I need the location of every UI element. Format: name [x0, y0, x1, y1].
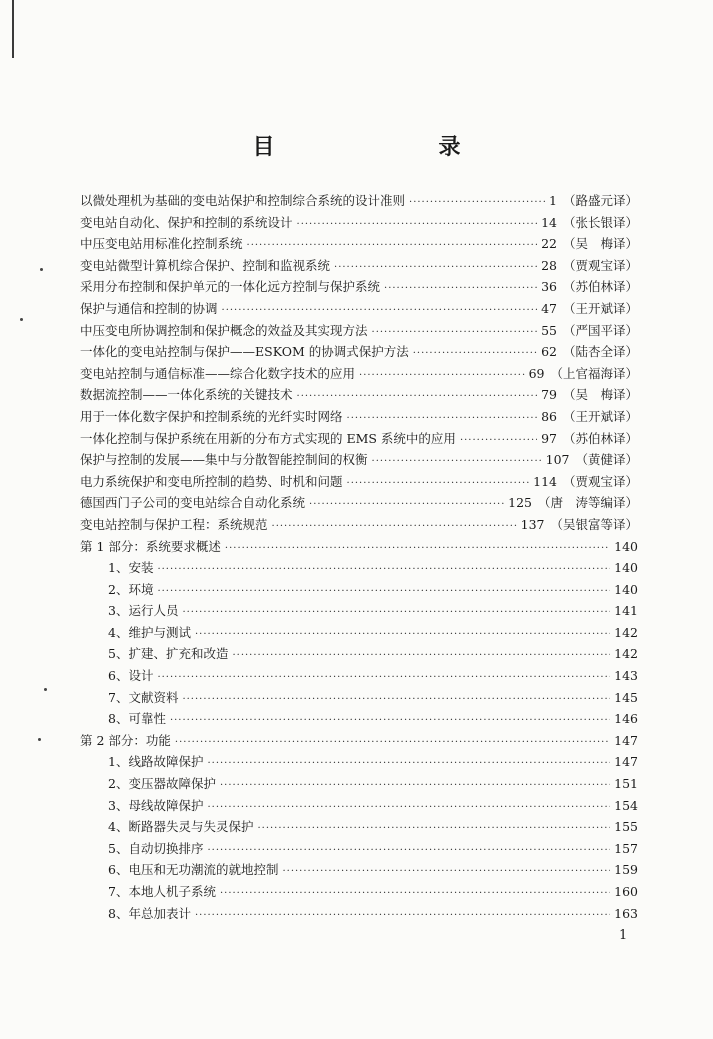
toc-page-number: 47	[541, 300, 557, 316]
toc-entry-title: 变电站控制与保护工程：系统规范	[80, 516, 268, 532]
page-number: 1	[619, 928, 628, 943]
toc-page-number: 147	[614, 754, 638, 770]
toc-page-number: 160	[614, 884, 638, 899]
toc-entry[interactable]	[80, 492, 638, 514]
toc-entry-title: 电力系统保护和变电所控制的趋势、时机和问题	[80, 473, 343, 489]
toc-page-number: 36	[541, 279, 557, 295]
toc-page-number: 107	[545, 452, 570, 468]
toc-entry[interactable]	[80, 751, 638, 773]
toc-translator: （贾观宝译）	[562, 257, 638, 273]
toc-translator: （吴 梅译）	[562, 387, 638, 403]
toc-page-number: 146	[614, 711, 638, 727]
toc-leader-dots	[232, 645, 610, 667]
toc-page-number: 86	[541, 408, 557, 424]
toc-leader-dots	[257, 818, 610, 840]
toc-leader-dots	[247, 235, 538, 257]
toc-entry-title: 7、文献资料	[108, 689, 179, 705]
toc-page-number: 147	[614, 732, 638, 748]
toc-leader-dots	[222, 300, 538, 322]
toc-entry[interactable]	[80, 665, 638, 687]
toc-page-number: 55	[541, 322, 557, 338]
scan-speck	[40, 268, 43, 271]
toc-leader-dots	[272, 516, 517, 538]
toc-entry-title: 数据流控制——一体化系统的关键技术	[80, 387, 293, 403]
toc-translator: （上官福海译）	[550, 365, 638, 381]
toc-entry-title: 中压变电所协调控制和保护概念的效益及其实现方法	[80, 322, 368, 338]
toc-page-number: 62	[541, 344, 557, 360]
toc-leader-dots	[207, 797, 610, 819]
toc-translator: （吴银富等译）	[550, 516, 638, 532]
toc-leader-dots	[460, 430, 537, 452]
toc-page-number: 143	[614, 668, 638, 684]
scan-edge-line	[12, 0, 14, 58]
toc-leader-dots	[175, 732, 610, 754]
scan-speck	[38, 738, 41, 741]
toc-entry[interactable]	[80, 643, 638, 665]
toc-entry[interactable]	[80, 190, 638, 212]
toc-entry[interactable]	[80, 600, 638, 622]
toc-leader-dots	[157, 559, 610, 581]
toc-translator: （王开斌译）	[562, 408, 638, 424]
toc-entry-title: 5、自动切换排序	[108, 840, 204, 856]
toc-translator: （贾观宝译）	[562, 473, 638, 489]
toc-entry[interactable]	[80, 212, 638, 234]
toc-entry[interactable]	[80, 773, 638, 795]
toc-entry[interactable]	[80, 428, 638, 450]
toc-page-number: 142	[614, 646, 638, 662]
toc-leader-dots	[157, 581, 610, 603]
toc-entry[interactable]	[80, 579, 638, 601]
toc-translator: （吴 梅译）	[562, 236, 638, 252]
toc-entry[interactable]	[80, 514, 638, 536]
toc-page-number: 145	[614, 689, 638, 705]
toc-entry[interactable]	[80, 708, 638, 730]
toc-page-number: 140	[614, 581, 638, 597]
toc-page-number: 159	[614, 862, 638, 878]
toc-entry-title: 保护与通信和控制的协调	[80, 300, 218, 316]
toc-entry-title: 第 2 部分：功能	[80, 732, 171, 748]
toc-leader-dots	[297, 386, 538, 408]
toc-entry-title: 1、线路故障保护	[108, 754, 204, 770]
toc-translator: （苏伯林译）	[562, 430, 638, 446]
toc-entry[interactable]	[80, 859, 638, 881]
toc-leader-dots	[207, 840, 610, 862]
toc-leader-dots	[207, 753, 610, 775]
toc-entry-title: 一体化的变电站控制与保护——ESKOM 的协调式保护方法	[80, 344, 409, 360]
toc-entry-title: 一体化控制与保护系统在用新的分布方式实现的 EMS 系统中的应用	[80, 430, 456, 446]
toc-entry[interactable]	[80, 384, 638, 406]
toc-entry[interactable]	[80, 881, 638, 903]
toc-page-number: 163	[614, 905, 638, 921]
toc-entry-title: 4、断路器失灵与失灵保护	[108, 819, 254, 835]
toc-leader-dots	[182, 689, 610, 711]
toc-entry[interactable]	[80, 233, 638, 255]
toc-entry[interactable]	[80, 298, 638, 320]
toc-entry-title: 用于一体化数字保护和控制系统的光纤实时网络	[80, 408, 343, 424]
toc-translator: （苏伯林译）	[562, 279, 638, 295]
toc-entry[interactable]	[80, 687, 638, 709]
toc-leader-dots	[384, 278, 537, 300]
toc-entry-title: 采用分布控制和保护单元的一体化远方控制与保护系统	[80, 279, 381, 295]
toc-entry-title: 4、维护与测试	[108, 624, 191, 640]
toc-leader-dots	[195, 905, 610, 927]
toc-entry-title: 德国西门子公司的变电站综合自动化系统	[80, 495, 306, 511]
toc-entry[interactable]	[80, 838, 638, 860]
toc-page-number: 141	[614, 603, 638, 619]
toc-page-number: 157	[614, 840, 638, 856]
toc-leader-dots	[225, 538, 610, 560]
toc-page-number: 114	[533, 473, 557, 489]
toc-entry-title: 中压变电站用标准化控制系统	[80, 236, 243, 252]
toc-leader-dots	[372, 322, 538, 344]
toc-page-number: 125	[508, 495, 532, 511]
toc-leader-dots	[195, 624, 610, 646]
toc-translator: （唐 涛等编译）	[537, 495, 638, 511]
toc-leader-dots	[347, 473, 530, 495]
toc-leader-dots	[413, 343, 537, 365]
toc-entry[interactable]	[80, 276, 638, 298]
table-of-contents	[80, 190, 638, 924]
toc-page-number: 22	[541, 236, 557, 252]
toc-translator: （严国平译）	[562, 322, 638, 338]
toc-translator: （陆杏全译）	[562, 344, 638, 360]
toc-entry-title: 6、电压和无功潮流的就地控制	[108, 862, 279, 878]
toc-page-number: 140	[614, 538, 638, 554]
toc-leader-dots	[297, 214, 538, 236]
toc-translator: （王开斌译）	[562, 300, 638, 316]
toc-page-number: 1	[549, 193, 557, 208]
toc-entry[interactable]	[80, 795, 638, 817]
toc-entry[interactable]	[80, 255, 638, 277]
toc-entry-title: 变电站自动化、保护和控制的系统设计	[80, 214, 293, 230]
toc-leader-dots	[220, 883, 610, 905]
toc-page-number: 137	[520, 516, 545, 532]
toc-entry-title: 第 1 部分：系统要求概述	[80, 538, 221, 554]
toc-entry[interactable]	[80, 471, 638, 493]
toc-entry-title: 变电站微型计算机综合保护、控制和监视系统	[80, 257, 331, 273]
toc-leader-dots	[220, 775, 610, 797]
toc-page-number: 97	[541, 430, 557, 446]
toc-leader-dots	[359, 365, 525, 387]
toc-entry[interactable]	[80, 449, 638, 471]
toc-page-number: 155	[614, 819, 638, 835]
toc-entry-title: 8、可靠性	[108, 711, 166, 727]
toc-entry[interactable]	[80, 536, 638, 558]
toc-leader-dots	[334, 257, 537, 279]
toc-page-number: 142	[614, 624, 638, 640]
toc-entry-title: 变电站控制与通信标准——综合化数字技术的应用	[80, 365, 356, 381]
toc-entry[interactable]	[80, 622, 638, 644]
toc-entry[interactable]	[80, 363, 638, 385]
toc-leader-dots	[170, 710, 610, 732]
toc-leader-dots	[309, 494, 504, 516]
toc-page-number: 28	[541, 257, 557, 273]
toc-entry-title: 2、环境	[108, 581, 154, 597]
toc-entry-title: 以微处理机为基础的变电站保护和控制综合系统的设计准则	[80, 193, 406, 208]
toc-entry[interactable]	[80, 341, 638, 363]
toc-leader-dots	[347, 408, 538, 430]
toc-translator: （张长银译）	[562, 214, 638, 230]
toc-entry[interactable]	[80, 816, 638, 838]
toc-leader-dots	[372, 451, 542, 473]
toc-page-number: 151	[614, 776, 638, 792]
toc-entry-title: 8、年总加表计	[108, 905, 191, 921]
toc-entry-title: 6、设计	[108, 668, 154, 684]
toc-entry-title: 7、本地人机子系统	[108, 884, 216, 899]
toc-entry[interactable]	[80, 320, 638, 342]
toc-entry-title: 3、母线故障保护	[108, 797, 204, 813]
toc-entry-title: 5、扩建、扩充和改造	[108, 646, 229, 662]
toc-leader-dots	[282, 861, 610, 883]
toc-entry-title: 3、运行人员	[108, 603, 179, 619]
toc-entry[interactable]	[80, 557, 638, 579]
scan-speck	[20, 318, 23, 321]
toc-entry-title: 2、变压器故障保护	[108, 776, 216, 792]
toc-entry-title: 保护与控制的发展——集中与分散智能控制间的权衡	[80, 452, 368, 468]
toc-page-number: 14	[541, 214, 557, 230]
toc-entry[interactable]	[80, 730, 638, 752]
page-title: 目 录	[252, 135, 501, 160]
toc-entry-title: 1、安装	[108, 560, 154, 576]
scan-speck	[44, 688, 47, 691]
toc-entry[interactable]	[80, 406, 638, 428]
toc-page-number: 140	[614, 560, 638, 576]
toc-translator: （黄健译）	[575, 452, 638, 468]
toc-page-number: 154	[614, 797, 638, 813]
toc-page-number: 69	[528, 365, 545, 381]
toc-leader-dots	[182, 602, 610, 624]
toc-leader-dots	[157, 667, 610, 689]
toc-page-number: 79	[541, 387, 557, 403]
toc-entry[interactable]	[80, 903, 638, 925]
toc-leader-dots	[409, 192, 545, 214]
toc-translator: （路盛元译）	[562, 193, 638, 208]
